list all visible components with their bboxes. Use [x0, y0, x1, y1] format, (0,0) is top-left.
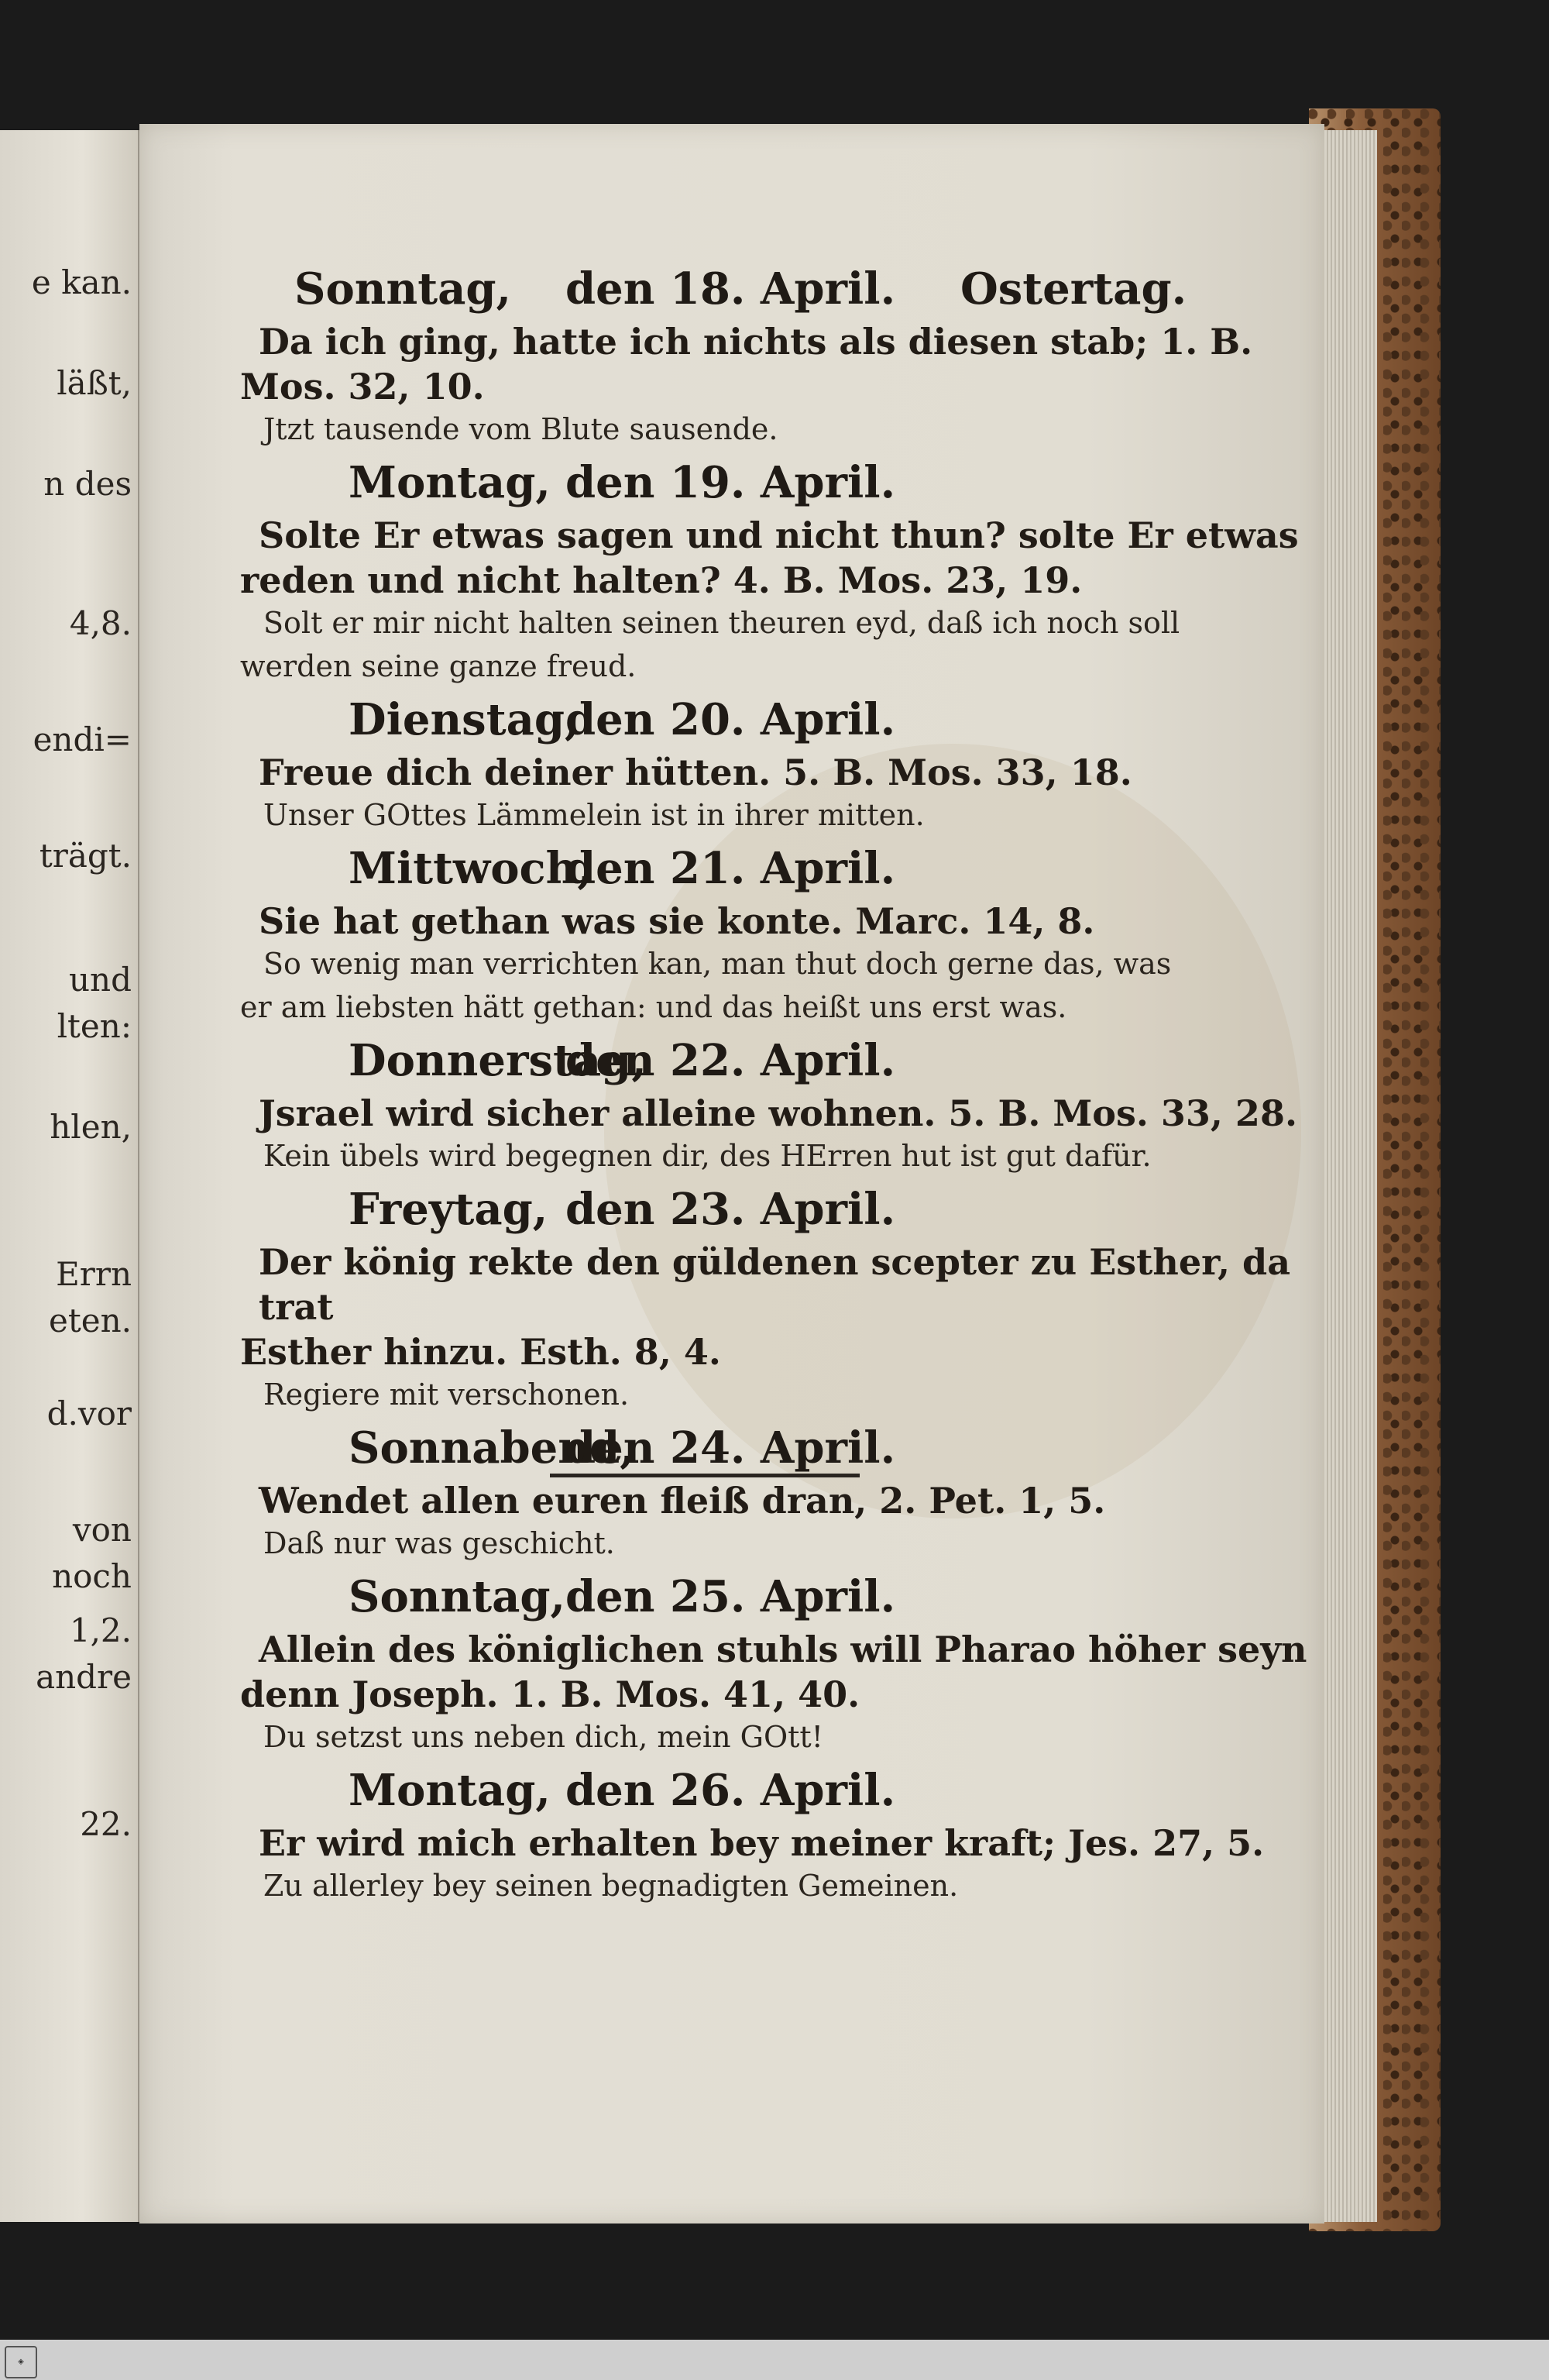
left-page-fragment: Errn	[56, 1255, 132, 1293]
left-page	[0, 130, 140, 2222]
weekday: Donnerstag,	[349, 1035, 647, 1086]
page-content	[240, 256, 1309, 1909]
weekday: Freytag,	[349, 1184, 548, 1235]
scripture-verse: Er wird mich erhalten bey meiner kraft; Jes. 27, 5.	[259, 1822, 1265, 1864]
date: den 21. April.	[565, 843, 896, 894]
date: den 20. April.	[565, 694, 896, 745]
hymn-line: Du setzst uns neben dich, mein GOtt!	[263, 1720, 823, 1754]
weekday: Sonnabend,	[349, 1422, 635, 1474]
hymn-line: Regiere mit verschonen.	[263, 1377, 630, 1412]
left-page-fragment: läßt,	[57, 364, 132, 402]
left-page-fragment: 1,2.	[69, 1611, 132, 1649]
library-logo-icon: ◈	[5, 2346, 37, 2378]
scripture-verse: reden und nicht halten? 4. B. Mos. 23, 19.	[240, 559, 1083, 601]
page-edges	[1317, 130, 1377, 2222]
hymn-line: Jtzt tausende vom Blute sausende.	[263, 412, 778, 446]
date: den 22. April.	[565, 1035, 896, 1086]
hymn-line: werden seine ganze freud.	[240, 649, 637, 683]
viewer-footer	[0, 2340, 1549, 2380]
scripture-verse: Mos. 32, 10.	[240, 366, 485, 408]
day-heading	[240, 1765, 1309, 1821]
day-heading	[240, 1184, 1309, 1240]
date: den 24. April.	[565, 1422, 896, 1474]
weekday: Dienstag,	[349, 694, 580, 745]
left-page-fragment: 22.	[80, 1805, 132, 1843]
scripture-verse: denn Joseph. 1. B. Mos. 41, 40.	[240, 1673, 860, 1715]
day-heading	[240, 263, 1309, 319]
date: den 26. April.	[565, 1765, 896, 1816]
left-page-fragment: und	[69, 961, 132, 999]
left-page-fragment: d.vor	[46, 1395, 132, 1432]
weekday: Montag,	[349, 1765, 551, 1816]
hymn-line: Daß nur was geschicht.	[263, 1526, 615, 1560]
weekday: Sonntag,	[294, 263, 512, 315]
right-page	[139, 124, 1324, 2224]
scripture-verse: Jsrael wird sicher alleine wohnen. 5. B. Mos. 33, 28.	[259, 1092, 1297, 1134]
date: den 25. April.	[565, 1571, 896, 1622]
day-heading	[240, 457, 1309, 513]
left-page-fragment: hlen,	[50, 1108, 132, 1146]
day-heading	[240, 694, 1309, 750]
left-page-fragment: trägt.	[39, 837, 132, 875]
scripture-verse: Esther hinzu. Esth. 8, 4.	[240, 1331, 721, 1373]
hymn-line: Kein übels wird begegnen dir, des HErren hut ist gut dafür.	[263, 1139, 1152, 1173]
left-page-fragment: eten.	[49, 1302, 132, 1340]
left-page-fragment: noch	[52, 1557, 132, 1595]
hymn-line: Solt er mir nicht halten seinen theuren eyd, daß ich noch soll	[263, 606, 1180, 640]
date: den 19. April.	[565, 457, 896, 508]
weekday: Sonntag,	[349, 1571, 566, 1622]
hymn-line: So wenig man verrichten kan, man thut doch gerne das, was	[263, 947, 1172, 981]
left-page-fragment: 4,8.	[69, 604, 132, 642]
date: den 18. April.	[565, 263, 896, 315]
scripture-verse: Da ich ging, hatte ich nichts als diesen stab; 1. B.	[259, 321, 1253, 363]
day-heading	[240, 1571, 1309, 1627]
hymn-line: Unser GOttes Lämmelein ist in ihrer mitten.	[263, 798, 925, 832]
day-heading	[240, 1035, 1309, 1091]
scripture-verse: Solte Er etwas sagen und nicht thun? solte Er etwas	[259, 514, 1299, 556]
left-page-fragment: andre	[36, 1658, 132, 1696]
weekday: Mittwoch,	[349, 843, 592, 894]
left-page-fragment: endi=	[33, 721, 132, 758]
feast-name: Ostertag.	[960, 263, 1187, 315]
hymn-line: er am liebsten hätt gethan: und das heißt uns erst was.	[240, 990, 1067, 1024]
scripture-verse: Allein des königlichen stuhls will Pharao höher seyn	[259, 1629, 1307, 1670]
left-page-fragment: von	[72, 1511, 132, 1549]
hymn-line: Zu allerley bey seinen begnadigten Gemeinen.	[263, 1869, 959, 1903]
date: den 23. April.	[565, 1184, 896, 1235]
scripture-verse: Der könig rekte den güldenen scepter zu Esther, da trat	[259, 1241, 1291, 1328]
left-page-fragment: lten:	[57, 1007, 132, 1045]
scripture-verse: Sie hat gethan was sie konte. Marc. 14, 8.	[259, 900, 1095, 942]
weekday: Montag,	[349, 457, 551, 508]
left-page-fragment: n des	[43, 465, 132, 503]
left-page-fragment: e kan.	[31, 263, 132, 301]
scripture-verse: Freue dich deiner hütten. 5. B. Mos. 33, 18.	[259, 751, 1132, 793]
day-heading	[240, 843, 1309, 899]
day-heading	[240, 1422, 1309, 1478]
date-underline	[550, 1474, 860, 1477]
scripture-verse: Wendet allen euren fleiß dran, 2. Pet. 1, 5.	[259, 1480, 1106, 1522]
